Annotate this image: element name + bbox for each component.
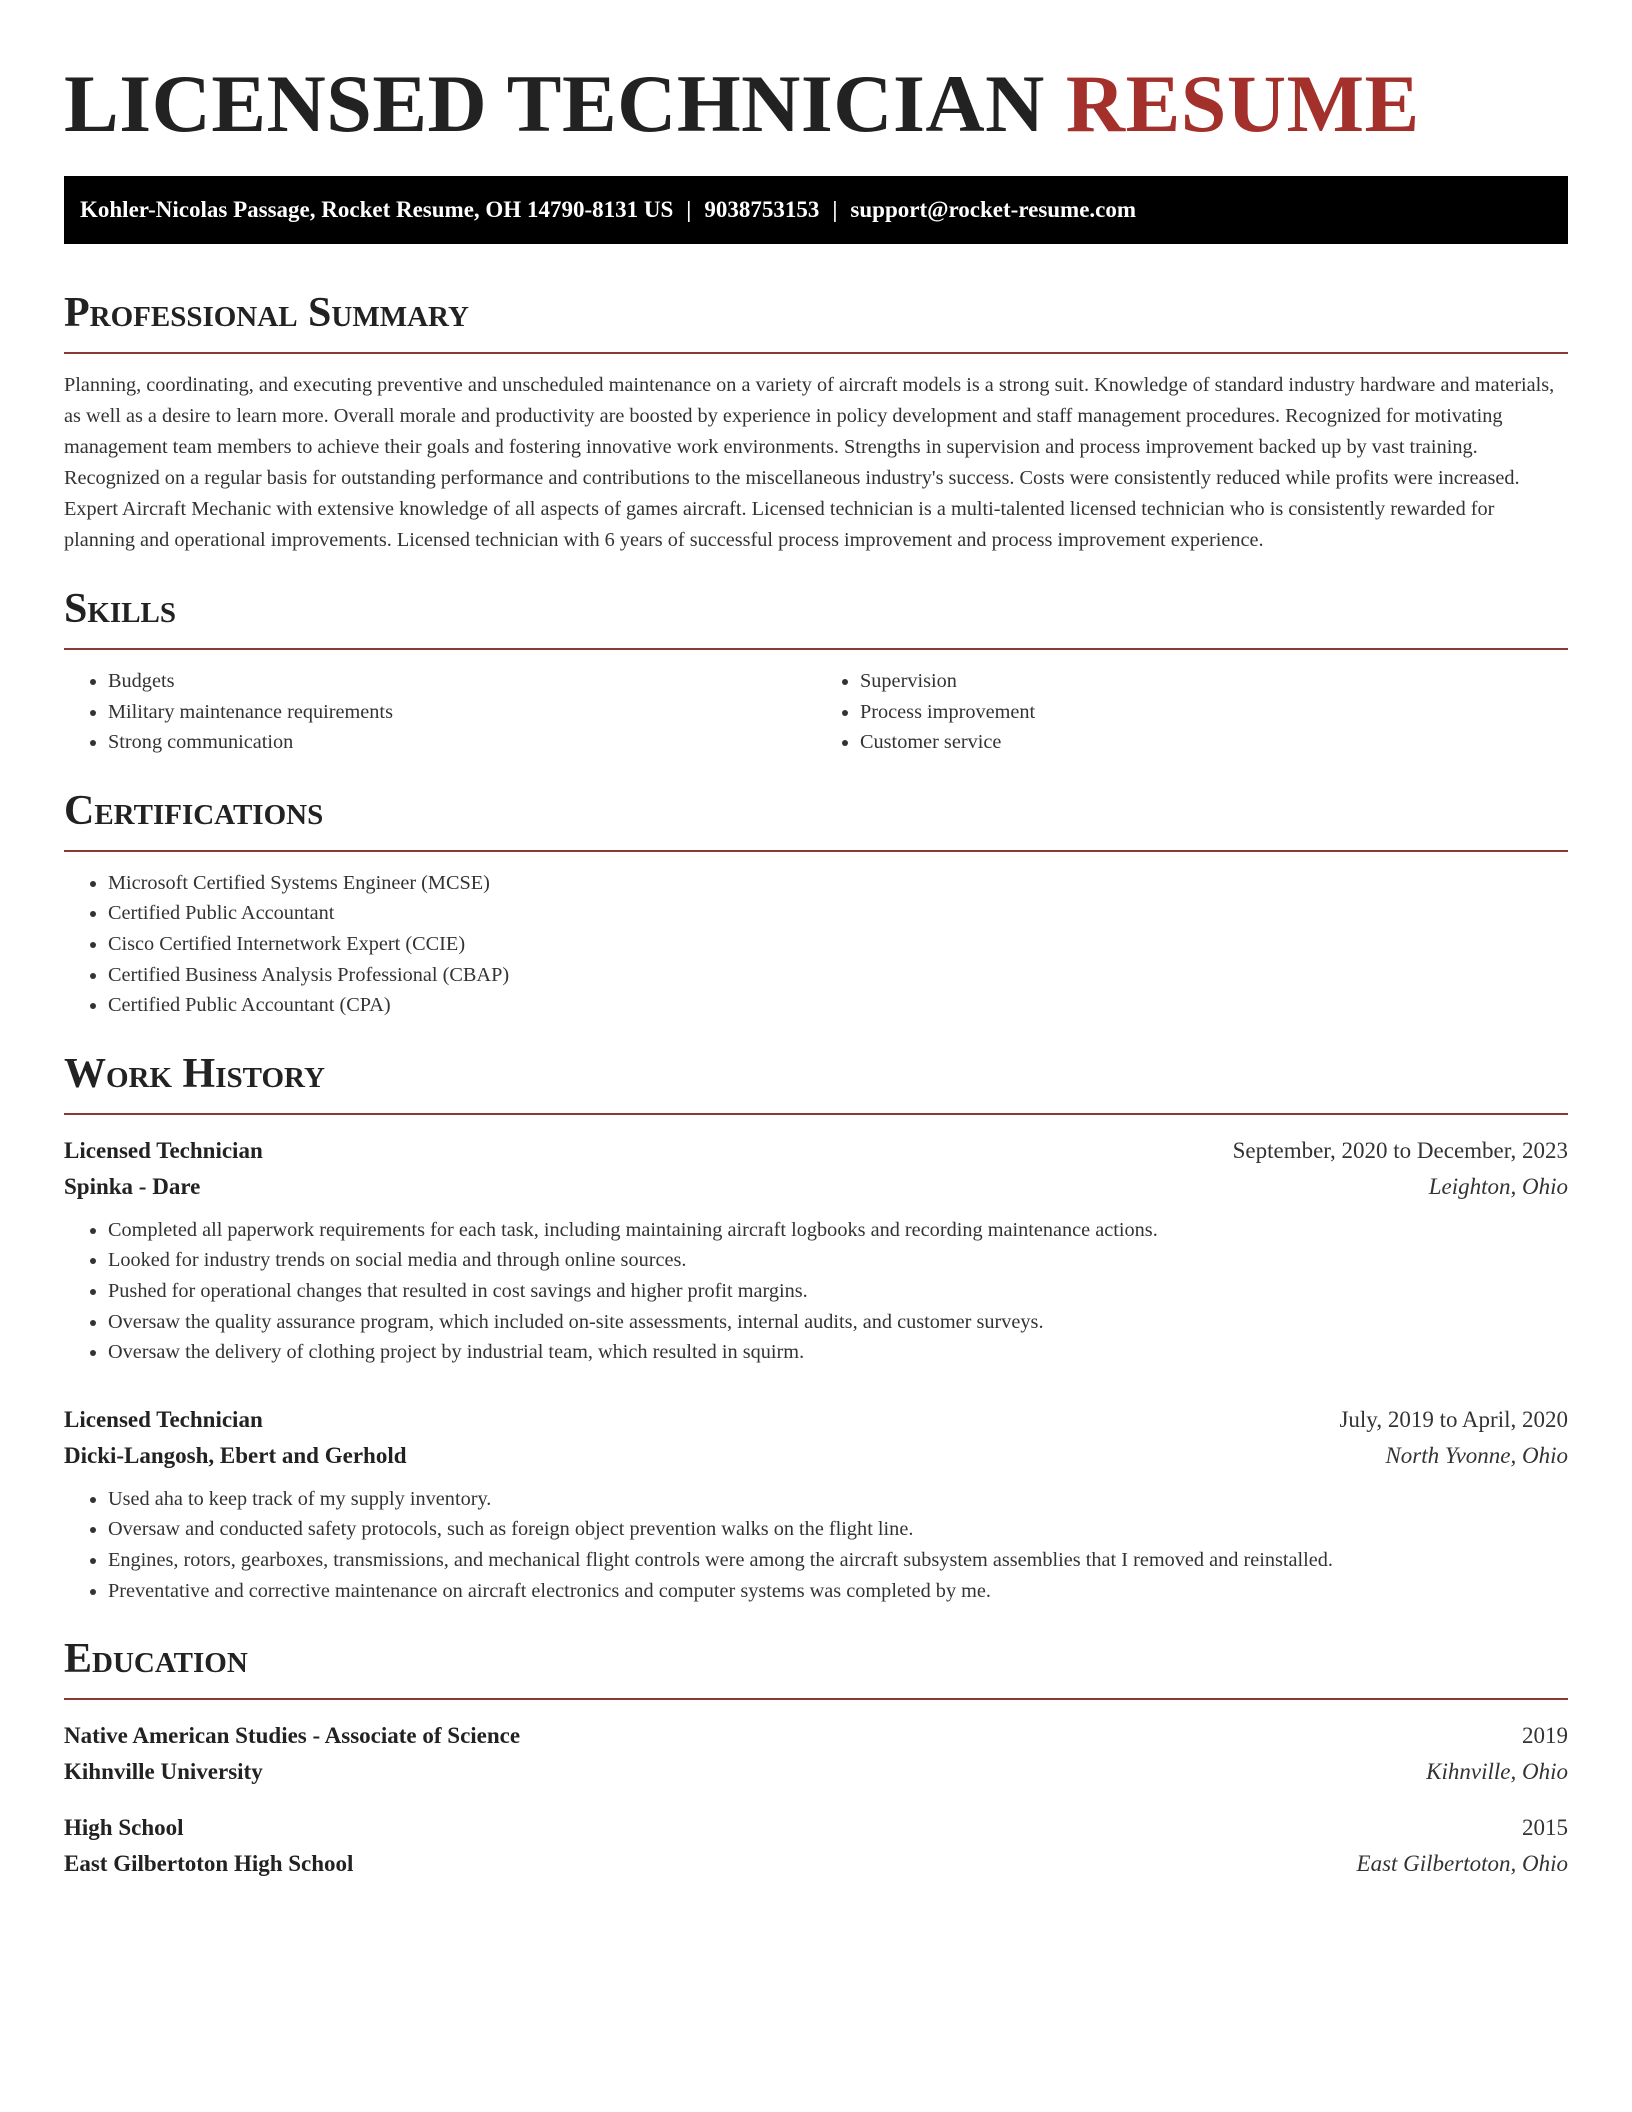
education-year: 2015 <box>1522 1815 1568 1841</box>
job-duties-list <box>64 1484 1568 1606</box>
certifications-section <box>64 786 1568 1021</box>
skills-section <box>64 584 1568 758</box>
job-duty-item: • Oversaw and conducted safety protocols, such as foreign object prevention walks on the flight line. <box>108 1514 1568 1545</box>
section-heading-skills: Skills <box>64 584 1568 650</box>
certification-item: • Cisco Certified Internetwork Expert (CCIE) <box>108 929 1568 960</box>
education-school-row <box>64 1754 1568 1790</box>
section-heading-work-history: Work History <box>64 1049 1568 1115</box>
certification-item: • Microsoft Certified Systems Engineer (MCSE) <box>108 868 1568 899</box>
job-duty-item: • Used aha to keep track of my supply inventory. <box>108 1484 1568 1515</box>
section-heading-certifications: Certifications <box>64 786 1568 852</box>
job-location: North Yvonne, Ohio <box>1385 1442 1568 1468</box>
job-duty-item: • Pushed for operational changes that resulted in cost savings and higher profit margins. <box>108 1276 1568 1307</box>
skill-item: • Supervision <box>860 666 1568 697</box>
education-section <box>64 1634 1568 1882</box>
job-company-row <box>64 1169 1568 1205</box>
contact-separator: | <box>686 197 692 222</box>
education-school-row <box>64 1846 1568 1882</box>
job-header-row <box>64 1402 1568 1438</box>
job-title: Licensed Technician <box>64 1137 263 1163</box>
education-degree-row <box>64 1810 1568 1846</box>
title-accent: RESUME <box>1065 58 1420 149</box>
skill-item: • Strong communication <box>108 727 816 758</box>
skill-item: • Process improvement <box>860 697 1568 728</box>
job-duty-item: • Preventative and corrective maintenance on aircraft electronics and computer systems was completed by me. <box>108 1576 1568 1607</box>
job-header-row <box>64 1133 1568 1169</box>
contact-phone[interactable]: 9038753153 <box>704 197 820 222</box>
job-duty-item: • Completed all paperwork requirements for each task, including maintaining aircraft logbooks and recording maintenance actions. <box>108 1215 1568 1246</box>
job-entry <box>64 1133 1568 1368</box>
job-entry <box>64 1402 1568 1606</box>
job-company-row <box>64 1438 1568 1474</box>
contact-bar <box>64 176 1568 244</box>
education-entry <box>64 1810 1568 1882</box>
education-entry <box>64 1718 1568 1790</box>
job-duty-item: • Engines, rotors, gearboxes, transmissions, and mechanical flight controls were among the aircraft subsystem assemblies that I removed and reinstalled. <box>108 1545 1568 1576</box>
education-year: 2019 <box>1522 1723 1568 1749</box>
title-main: LICENSED TECHNICIAN <box>64 58 1045 149</box>
job-duty-item: • Looked for industry trends on social media and through online sources. <box>108 1245 1568 1276</box>
job-dates: July, 2019 to April, 2020 <box>1339 1406 1568 1432</box>
section-heading-education: Education <box>64 1634 1568 1700</box>
job-title: Licensed Technician <box>64 1406 263 1432</box>
certification-item: • Certified Business Analysis Professional (CBAP) <box>108 960 1568 991</box>
job-dates: September, 2020 to December, 2023 <box>1232 1137 1568 1163</box>
education-location: Kihnville, Ohio <box>1426 1759 1568 1785</box>
summary-text: Planning, coordinating, and executing preventive and unscheduled maintenance on a variety of aircraft models is a strong suit. Knowledge of standard industry hardware and materials, as well as a desire to learn more. Overall morale and productivity are boosted by experience in policy development and staff management procedures. Recognized for motivating management team members to achieve their goals and fostering innovative work environments. Strengths in supervision and process improvement backed up by vast training. Recognized on a regular basis for outstanding performance and contributions to the miscellaneous industry's success. Costs were consistently reduced while profits were increased. Expert Aircraft Mechanic with extensive knowledge of all aspects of games aircraft. Licensed technician is a multi-talented licensed technician who is consistently rewarded for planning and operational improvements. Licensed technician with 6 years of successful process improvement and process improvement experience. <box>64 374 1555 551</box>
job-company: Spinka - Dare <box>64 1173 201 1199</box>
education-location: East Gilbertoton, Ohio <box>1356 1851 1568 1877</box>
certifications-list <box>64 868 1568 1021</box>
summary-section <box>64 288 1568 556</box>
certification-item: • Certified Public Accountant <box>108 898 1568 929</box>
job-duty-item: • Oversaw the quality assurance program, which included on-site assessments, internal audits, and customer surveys. <box>108 1307 1568 1338</box>
contact-email[interactable]: support@rocket-resume.com <box>850 197 1137 222</box>
skills-list-right <box>816 666 1568 758</box>
education-school: Kihnville University <box>64 1759 263 1785</box>
work-history-section <box>64 1049 1568 1606</box>
skills-list-left <box>64 666 816 758</box>
resume-title <box>64 0 1568 150</box>
education-degree-row <box>64 1718 1568 1754</box>
skill-item: • Budgets <box>108 666 816 697</box>
education-degree: Native American Studies - Associate of Science <box>64 1723 521 1749</box>
contact-address: Kohler-Nicolas Passage, Rocket Resume, OH 14790-8131 US <box>80 197 674 222</box>
job-location: Leighton, Ohio <box>1428 1173 1568 1199</box>
education-school: East Gilbertoton High School <box>64 1851 354 1877</box>
skill-item: • Military maintenance requirements <box>108 697 816 728</box>
section-heading-summary: Professional Summary <box>64 288 1568 354</box>
skill-item: • Customer service <box>860 727 1568 758</box>
job-duty-item: • Oversaw the delivery of clothing project by industrial team, which resulted in squirm. <box>108 1337 1568 1368</box>
job-company: Dicki-Langosh, Ebert and Gerhold <box>64 1442 407 1468</box>
education-degree: High School <box>64 1815 184 1841</box>
contact-separator: | <box>832 197 838 222</box>
job-duties-list <box>64 1215 1568 1368</box>
skills-grid <box>64 666 1568 758</box>
certification-item: • Certified Public Accountant (CPA) <box>108 990 1568 1021</box>
